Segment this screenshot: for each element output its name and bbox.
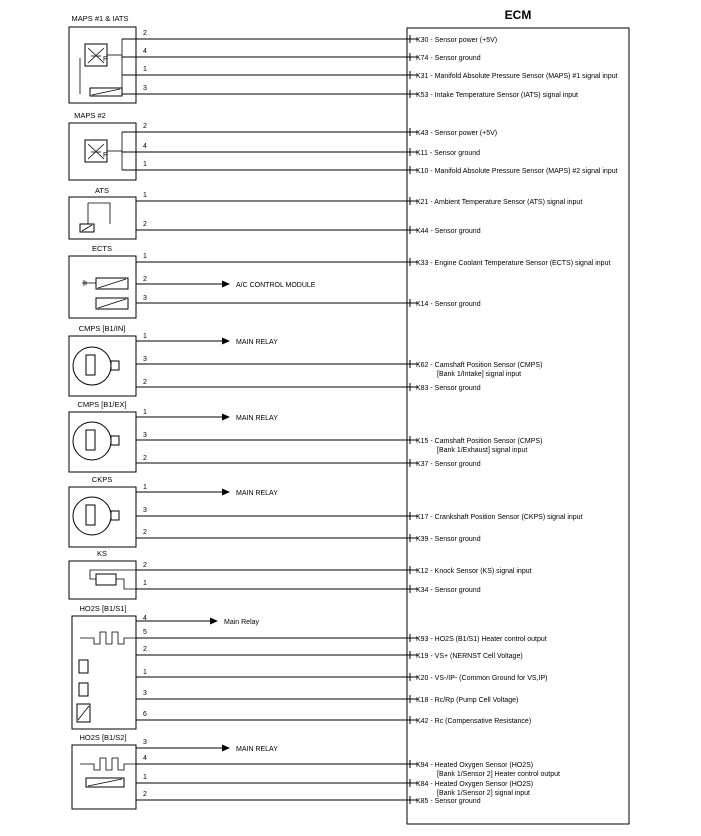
ecm-pin-k94-line2: [Bank 1/Sensor 2] Heater control output — [437, 771, 560, 778]
wire-number: 2 — [143, 123, 147, 130]
wire-number: 4 — [143, 615, 147, 622]
ecm-pin-k12: K12 - Knock Sensor (KS) signal input — [416, 568, 532, 575]
sensor-title: ECTS — [91, 244, 113, 253]
wire-number: 1 — [143, 161, 147, 168]
wire-number: 2 — [143, 646, 147, 653]
ecm-pin-k84: K84 - Heated Oxygen Sensor (HO2S) — [416, 781, 534, 788]
sensor-icon — [73, 497, 111, 535]
sensor-title: CMPS [B1/EX] — [77, 400, 127, 409]
wire-number: 4 — [143, 143, 147, 150]
sensor-title: ATS — [94, 186, 110, 195]
ecm-pin-k20: K20 - VS-/IP- (Common Ground for VS,IP) — [416, 675, 548, 682]
sensor-title: HO2S [B1/S1] — [79, 604, 127, 613]
wire-number: 3 — [143, 432, 147, 439]
ecm-pin-k30: K30 - Sensor power (+5V) — [416, 37, 498, 44]
ecm-pin-k15: K15 - Camshaft Position Sensor (CMPS) — [416, 438, 543, 445]
ecm-pin-k85: K85 - Sensor ground — [416, 798, 481, 805]
ecm-pin-k83: K83 - Sensor ground — [416, 385, 481, 392]
wire-number: 4 — [143, 48, 147, 55]
ecm-pin-k10: K10 - Manifold Absolute Pressure Sensor (MAPS) #2 signal input — [416, 168, 618, 175]
wire-number: 1 — [143, 774, 147, 781]
sensor-ats — [69, 186, 147, 239]
ext-label-main-relay: Main Relay — [224, 619, 260, 626]
sensor-icon — [73, 347, 111, 385]
ecm-pin-labels — [416, 37, 618, 805]
ecm-pin-k11: K11 - Sensor ground — [416, 150, 481, 157]
sensor-title: HO2S [B1/S2] — [79, 733, 127, 742]
wire-number: 1 — [143, 333, 147, 340]
wire-number: 3 — [143, 356, 147, 363]
sensor-cmps-b1-ex — [69, 400, 147, 472]
sensor-ckps — [69, 475, 147, 547]
wire-number: 2 — [143, 276, 147, 283]
wire-number: 3 — [143, 507, 147, 514]
wire-number: 1 — [143, 192, 147, 199]
external-wires — [136, 281, 316, 754]
wire-number: 4 — [143, 755, 147, 762]
ext-label-main-relay: MAIN RELAY — [236, 415, 278, 422]
sensor-title: CKPS — [91, 475, 113, 484]
sensor-title: MAPS #1 & IATS — [71, 14, 129, 23]
ext-label-main-relay: MAIN RELAY — [236, 339, 278, 346]
ecm-pin-k84-line2: [Bank 1/Sensor 2] signal input — [437, 790, 531, 797]
ecm-pin-k33: K33 - Engine Coolant Temperature Sensor (ECTS) signal input — [416, 260, 611, 267]
ecm-pin-k62-line2: [Bank 1/Intake] signal input — [437, 371, 522, 378]
sensor-ects — [69, 244, 147, 318]
ecm-pin-k37: K37 - Sensor ground — [416, 461, 481, 468]
arrow-icon — [210, 618, 218, 625]
sensor-title: KS — [96, 549, 108, 558]
arrow-icon — [222, 281, 230, 288]
wire-number: 3 — [143, 85, 147, 92]
ecm-pin-k18: K18 - Rc/Rp (Pump Cell Voltage) — [416, 697, 519, 704]
ecm-pin-k43: K43 - Sensor power (+5V) — [416, 130, 498, 137]
arrow-icon — [222, 745, 230, 752]
ecm-pin-k44: K44 - Sensor ground — [416, 228, 481, 235]
wire-number: 1 — [143, 580, 147, 587]
ecm-pin-k21: K21 - Ambient Temperature Sensor (ATS) signal input — [416, 199, 583, 206]
ecm-pin-k74: K74 - Sensor ground — [416, 55, 481, 62]
wire-number: 1 — [143, 66, 147, 73]
ecm-pin-k93: K93 - HO2S (B1/S1) Heater control output — [416, 636, 547, 643]
wire-number: 2 — [143, 791, 147, 798]
ecm-pin-k34: K34 - Sensor ground — [416, 587, 481, 594]
arrow-icon — [222, 489, 230, 496]
wire-number: 2 — [143, 455, 147, 462]
ecm-pin-k31: K31 - Manifold Absolute Pressure Sensor (MAPS) #1 signal input — [416, 73, 618, 80]
wire-number: 3 — [143, 690, 147, 697]
ecm-pin-k15-line2: [Bank 1/Exhaust] signal input — [437, 447, 528, 454]
wire-number: 2 — [143, 562, 147, 569]
sensor-ho2s-b1-s2 — [72, 733, 147, 809]
wire-number: 2 — [143, 221, 147, 228]
arrow-icon — [222, 414, 230, 421]
ecm-pin-k94: K94 - Heated Oxygen Sensor (HO2S) — [416, 762, 534, 769]
sensor-ho2s-b1-s1 — [72, 604, 147, 729]
sensor-title: CMPS [B1/IN] — [78, 324, 126, 333]
ecm-pin-k14: K14 - Sensor ground — [416, 301, 481, 308]
arrow-icon — [222, 338, 230, 345]
sensor-icon — [73, 422, 111, 460]
wire-number: 1 — [143, 669, 147, 676]
wire-number: 2 — [143, 379, 147, 386]
wire-number: 1 — [143, 253, 147, 260]
wire-number: 3 — [143, 739, 147, 746]
wire-number: 5 — [143, 629, 147, 636]
ecm-pin-k62: K62 - Camshaft Position Sensor (CMPS) — [416, 362, 543, 369]
ecm-pin-k53: K53 - Intake Temperature Sensor (IATS) signal input — [416, 92, 578, 99]
heater-icon — [80, 632, 136, 644]
heater-icon — [80, 758, 136, 770]
wire-number: 2 — [143, 529, 147, 536]
wire-number: 3 — [143, 295, 147, 302]
ext-label-main-relay: MAIN RELAY — [236, 746, 278, 753]
svg-text:P: P — [103, 152, 108, 159]
ecm-pin-k19: K19 - VS+ (NERNST Cell Voltage) — [416, 653, 523, 660]
svg-text:P: P — [103, 56, 108, 63]
wire-number: 6 — [143, 711, 147, 718]
ext-label-ac-control-module: A/C CONTROL MODULE — [236, 282, 316, 289]
wire-number: 1 — [143, 409, 147, 416]
wire-number: 1 — [143, 484, 147, 491]
wire-number: 2 — [143, 30, 147, 37]
ecm-pin-k17: K17 - Crankshaft Position Sensor (CKPS) signal input — [416, 514, 583, 521]
ecm-pin-k42: K42 - Rc (Compensative Resistance) — [416, 718, 532, 725]
ecm-title: ECM — [504, 8, 532, 22]
sensor-title: MAPS #2 — [74, 111, 106, 120]
sensor-maps-1-iats — [69, 14, 147, 103]
ecm-pin-k39: K39 - Sensor ground — [416, 536, 481, 543]
ext-label-main-relay: MAIN RELAY — [236, 490, 278, 497]
knock-sensor-icon — [96, 574, 116, 585]
sensor-ks — [69, 549, 147, 599]
sensor-cmps-b1-in — [69, 324, 147, 396]
